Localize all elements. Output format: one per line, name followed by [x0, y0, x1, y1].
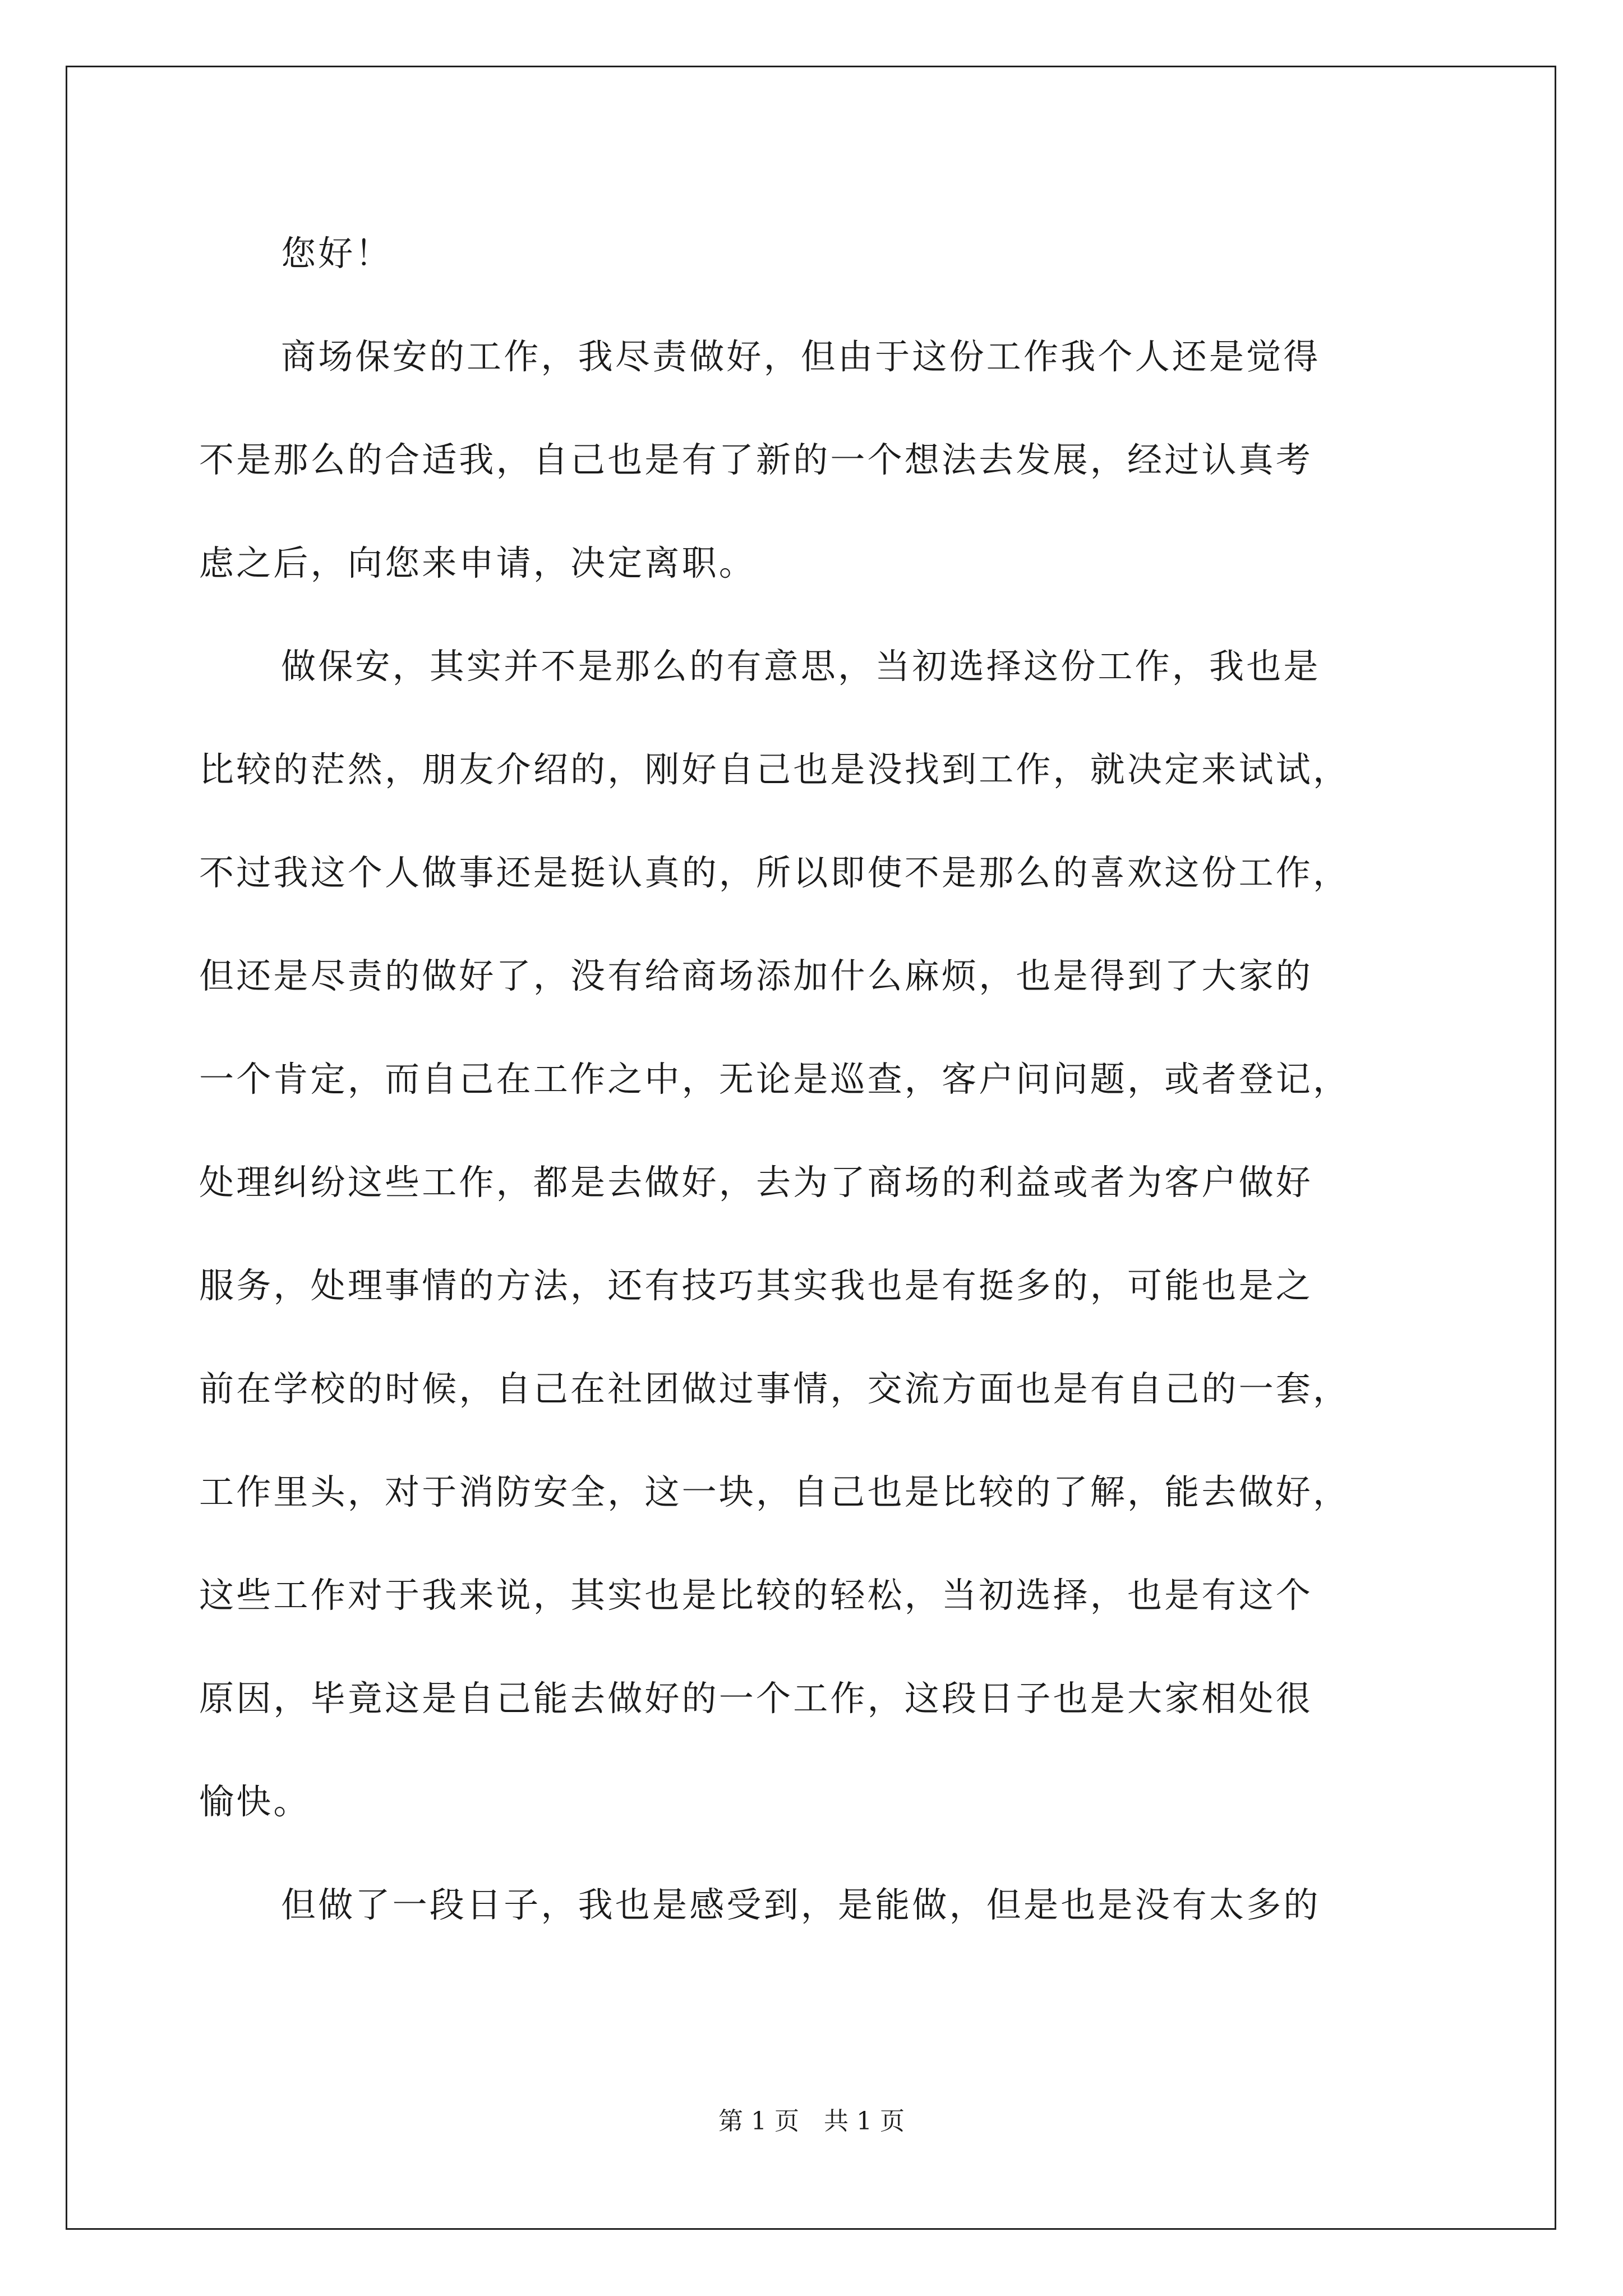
text-line: 虑之后，向您来申请，决定离职。 — [199, 542, 757, 583]
text-line: 不是那么的合适我，自己也是有了新的一个想法去发展，经过认真考 — [199, 439, 1313, 480]
text-line: 比较的茫然，朋友介绍的，刚好自己也是没找到工作，就决定来试试， — [199, 749, 1350, 790]
text-line: 不过我这个人做事还是挺认真的，所以即使不是那么的喜欢这份工作， — [199, 852, 1350, 893]
text-line: 愉快。 — [199, 1781, 311, 1822]
text-line: 但做了一段日子，我也是感受到，是能做，但是也是没有太多的 — [281, 1884, 1321, 1925]
text-line: 您好！ — [281, 233, 393, 274]
page-number-footer: 第 1 页 共 1 页 — [718, 2107, 905, 2136]
text-line: 一个肯定，而自己在工作之中，无论是巡查，客户问问题，或者登记， — [199, 1059, 1350, 1099]
text-line: 工作里头，对于消防安全，这一块，自己也是比较的了解，能去做好， — [199, 1471, 1350, 1512]
text-line: 做保安，其实并不是那么的有意思，当初选择这份工作，我也是 — [281, 646, 1321, 687]
text-line: 原因，毕竟这是自己能去做好的一个工作，这段日子也是大家相处很 — [199, 1678, 1313, 1719]
text-line: 处理纠纷这些工作，都是去做好，去为了商场的利益或者为客户做好 — [199, 1162, 1313, 1203]
document-body — [199, 202, 1433, 1957]
text-line: 前在学校的时候，自己在社团做过事情，交流方面也是有自己的一套， — [199, 1368, 1350, 1409]
text-line: 服务，处理事情的方法，还有技巧其实我也是有挺多的，可能也是之 — [199, 1265, 1313, 1306]
text-line: 但还是尽责的做好了，没有给商场添加什么麻烦，也是得到了大家的 — [199, 955, 1313, 996]
text-line: 商场保安的工作，我尽责做好，但由于这份工作我个人还是觉得 — [281, 336, 1321, 377]
text-line: 这些工作对于我来说，其实也是比较的轻松，当初选择，也是有这个 — [199, 1575, 1313, 1616]
